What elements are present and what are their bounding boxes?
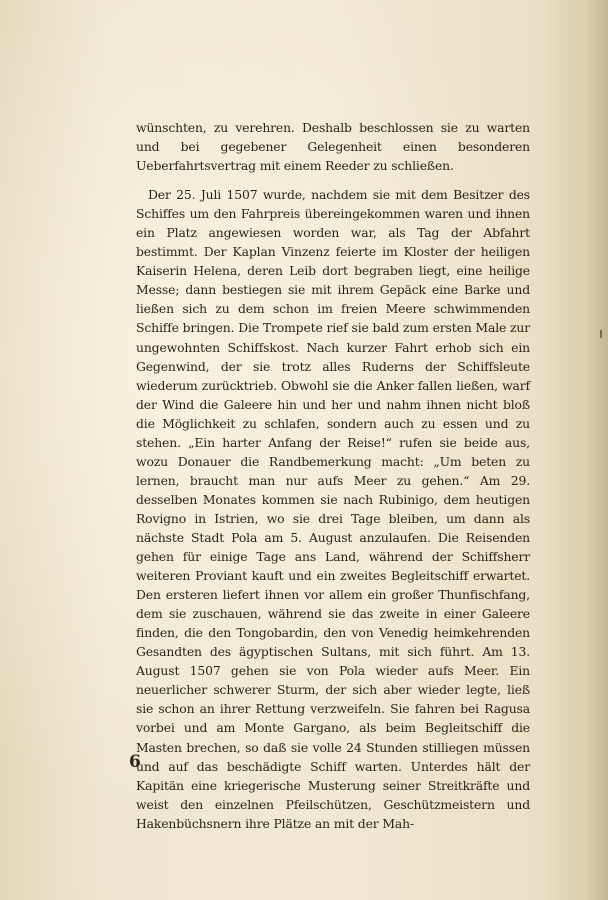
paragraph-2: Der 25. Juli 1507 wurde, nachdem sie mit dem Besitzer des Schiffes um den Fahrpreis übereingekommen waren und ihnen ein Platz angewiesen worden war, als Tag der Abfahrt bestimmt. Der Kaplan Vinzenz feierte im Kloster der heiligen Kaiserin Helena, deren Leib dort begraben liegt, eine heilige Messe; dann bestiegen sie mit ihrem Gepäck eine Barke und ließen sich zu dem schon im freien Meere schwimmenden Schiffe bringen. Die Trompete rief sie bald zum ersten Male zur ungewohnten Schiffskost. Nach kurzer Fahrt erhob sich ein Gegenwind, der sie trotz alles Ruderns der Schiffsleute wiederum zurücktrieb. Obwohl sie die Anker fallen ließen, warf der Wind die Galeere hin und her und nahm ihnen nicht bloß die Möglichkeit zu schlafen, sondern auch zu essen und zu stehen. „Ein harter Anfang der Reise!“ rufen sie beide aus, wozu Donauer die Randbemerkung macht: „Um beten zu lernen, braucht man nur aufs Meer zu gehen.“ Am 29. desselben Monates kommen sie nach Rubinigo, dem heutigen Rovigno in Istrien, wo sie drei Tage bleiben, um dann als nächste Stadt Pola am 5. August anzulaufen. Die Reisenden gehen für einige Tage ans Land, während der Schiffsherr weiteren Proviant kauft und ein zweites Begleitschiff erwartet. Den ersteren liefert ihnen vor allem ein großer Thunfischfang, dem sie zuschauen, während sie das zweite in einer Galeere finden, die den Tongobardin, den von Venedig heimkehrenden Gesandten des ägyptischen Sultans, mit sich führt. Am 13. August 1507 gehen sie von Pola wieder aufs Meer. Ein neuerlicher schwerer Sturm, der sich aber wieder legte, ließ sie schon an ihrer Rettung verzweifeln. Sie fahren bei Ragusa vorbei und am Monte Gargano, als beim Begleitschiff die Masten brechen, so daß sie volle 24 Stunden stilliegen müssen und auf das beschädigte Schiff warten. Unterdes hält der Kapitän eine kriegerische Musterung seiner Streitkräfte und weist den einzelnen Pfeilschützen, Geschützmeistern und Hakenbüchsnern ihre Plätze an mit der Mah- bbox=[136, 187, 530, 831]
body-text bbox=[136, 118, 530, 833]
page-edge-shadow bbox=[586, 0, 608, 900]
margin-mark bbox=[600, 330, 602, 338]
paragraph-1: wünschten, zu verehren. Deshalb beschlossen sie zu warten und bei gegebener Gelegenheit einen besonderen Ueberfahrtsvertrag mit einem Reeder zu schließen. bbox=[136, 120, 530, 174]
page-number: 6 bbox=[129, 752, 141, 772]
